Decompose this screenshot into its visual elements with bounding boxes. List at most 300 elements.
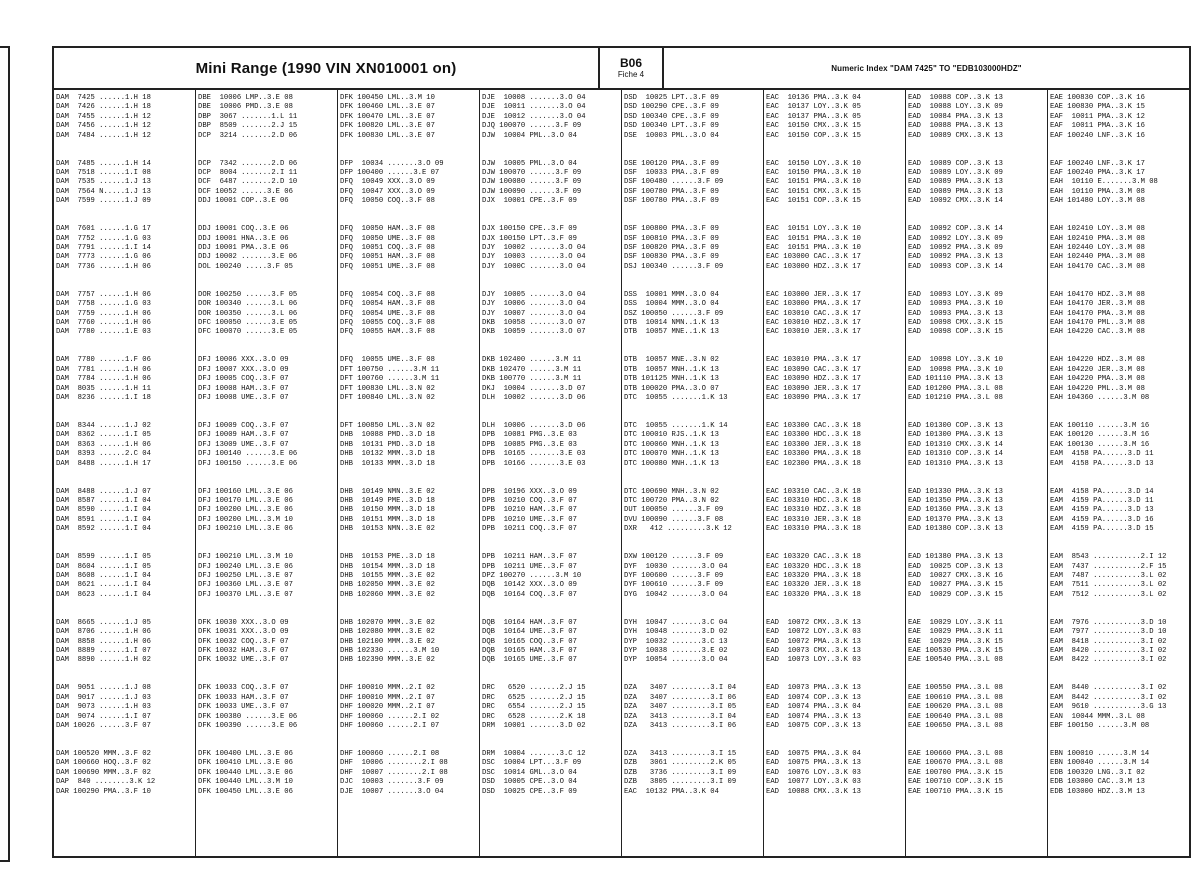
index-entry: EAH 104220 PML..3.M 08 (1050, 384, 1145, 393)
index-group (764, 422, 905, 473)
index-group (764, 356, 905, 407)
index-entry: DFJ 10007 XXX..3.O 09 (198, 365, 289, 374)
index-entry: DJQ 100070 ......3.F 09 (482, 122, 582, 131)
index-entry: EAM 7487 ...........3.L 02 (1050, 571, 1167, 580)
index-group (196, 225, 337, 276)
index-entry: DBE 10006 PMD..3.E 08 (198, 103, 293, 112)
index-group (622, 160, 763, 211)
index-entry: EAD 101350 PMA..3.K 13 (908, 496, 1003, 505)
index-entry: EAM 8422 ...........3.I 02 (1050, 656, 1167, 665)
index-entry: DFQ 10051 UME..3.F 08 (340, 262, 435, 271)
index-entry: EAD 10092 CMX..3.K 14 (908, 197, 1003, 206)
index-entry: EBN 100010 ......3.M 14 (1050, 750, 1150, 758)
index-entry: EAC 103310 CAC..3.K 18 (766, 487, 861, 496)
index-group (906, 684, 1047, 735)
index-entry: DJX 100150 LPT..3.F 09 (482, 234, 577, 243)
index-entry: DFK 100820 LML..3.E 07 (340, 122, 435, 131)
index-group (906, 291, 1047, 342)
index-entry: DUT 100050 ......3.F 09 (624, 506, 724, 515)
index-entry: DHB 102100 MMM..3.E 02 (340, 637, 435, 646)
index-group (1048, 684, 1190, 735)
index-entry: EAD 10072 PMA..3.K 13 (766, 637, 861, 646)
index-entry: DFJ 10009 HAM..3.F 07 (198, 431, 289, 440)
index-entry: DBE 10006 LMP..3.E 08 (198, 94, 293, 102)
index-entry: DFK 10033 HAM..3.F 07 (198, 693, 289, 702)
index-entry: EAE 10029 LOY..3.K 11 (908, 618, 1003, 627)
index-entry: DPB 10211 HAM..3.F 07 (482, 553, 577, 562)
index-entry: DHB 10088 PMD..3.D 18 (340, 431, 435, 440)
index-entry: EAC 103320 PMA..3.K 18 (766, 590, 861, 599)
index-entry: EAD 101330 PMA..3.K 13 (908, 487, 1003, 496)
index-entry: EAD 101380 COP..3.K 13 (908, 525, 1003, 534)
index-entry: DAM 7791 ......1.I 14 (56, 243, 151, 252)
index-entry: DTB 10057 MNE..3.N 02 (624, 356, 719, 365)
index-entry: EAE 100640 PMA..3.L 08 (908, 712, 1003, 721)
index-entry: DFJ 100370 LML..3.E 07 (198, 590, 293, 599)
index-entry: DSF 100810 PMA..3.F 09 (624, 234, 719, 243)
index-entry: DPB 10210 HAM..3.F 07 (482, 506, 577, 515)
index-group (906, 553, 1047, 604)
index-entry: EAC 103090 HDZ..3.K 17 (766, 375, 861, 384)
index-entry: DLH 10006 .......3.D 06 (482, 422, 586, 430)
index-group (622, 619, 763, 670)
index-column (54, 90, 196, 856)
index-group (906, 94, 1047, 145)
fiche-number: Fiche 4 (617, 69, 645, 79)
index-entry: EAC 103320 CAC..3.K 18 (766, 553, 861, 562)
index-entry: DCP 8004 .......2.I 11 (198, 168, 298, 177)
index-entry: EAD 10093 PMA..3.K 13 (908, 309, 1003, 318)
index-entry: EAH 104220 PMA..3.M 08 (1050, 375, 1145, 384)
index-entry: DFQ 10055 HAM..3.F 08 (340, 328, 435, 337)
index-entry: EAC 10137 PMA..3.K 05 (766, 112, 861, 121)
index-group (622, 291, 763, 342)
index-entry: DAM 7601 ......1.G 17 (56, 225, 151, 234)
index-entry: DAM 9074 ......1.I 07 (56, 712, 151, 721)
index-entry: DFQ 10051 COQ..3.F 08 (340, 243, 435, 252)
index-entry: DSF 100820 PMA..3.F 09 (624, 243, 719, 252)
index-entry: DJX 10001 CPE..3.F 09 (482, 197, 577, 206)
index-entry: DAM 7780 ......1.F 06 (56, 356, 151, 365)
index-entry: EAM 4159 PA......3.D 16 (1050, 515, 1154, 524)
index-entry: DZB 3061 .........2.K 05 (624, 759, 737, 768)
index-group (906, 356, 1047, 407)
index-entry: DLH 10002 .......3.D 06 (482, 393, 586, 402)
index-group (480, 225, 621, 276)
index-group (54, 750, 195, 801)
index-entry: EAM 7976 ...........3.D 10 (1050, 618, 1167, 627)
index-entry: DPB 10211 UME..3.F 07 (482, 562, 577, 571)
index-entry: DPB 10210 UME..3.F 07 (482, 515, 577, 524)
index-entry: DTB 100020 PMA..3.O 07 (624, 384, 719, 393)
index-entry: DXW 100120 ......3.F 09 (624, 553, 724, 562)
index-group (338, 422, 479, 473)
index-entry: DFK 10032 UME..3.F 07 (198, 656, 289, 665)
index-entry: DJE 10011 .......3.O 04 (482, 103, 586, 112)
index-entry: EAC 103310 PMA..3.K 18 (766, 525, 861, 534)
index-entry: DFK 100400 LML..3.E 06 (198, 750, 293, 758)
index-entry: EAE 100620 PMA..3.L 08 (908, 703, 1003, 712)
index-entry: DRM 10004 .......3.C 12 (482, 750, 586, 758)
index-entry: DHB 10153 NMN..3.E 02 (340, 525, 435, 534)
index-entry: EAD 101360 PMA..3.K 13 (908, 506, 1003, 515)
index-entry: EAK 100130 ......3.M 16 (1050, 440, 1150, 449)
index-entry: EAD 10089 PMA..3.K 13 (908, 178, 1003, 187)
page-edge-bracket (0, 46, 10, 862)
index-entry: EAE 100550 PMA..3.L 08 (908, 684, 1003, 693)
index-entry: DJW 100070 ......3.F 09 (482, 168, 582, 177)
index-group (338, 291, 479, 342)
index-entry: EAC 10137 LOY..3.K 05 (766, 103, 861, 112)
index-column (480, 90, 622, 856)
index-entry: DHF 100010 MMM..2.I 07 (340, 693, 435, 702)
index-group (480, 619, 621, 670)
index-entry: DFK 100380 ......3.E 06 (198, 712, 298, 721)
index-entry: DCP 3214 .......2.D 06 (198, 131, 298, 140)
index-entry: EAH 104170 PMA..3.M 08 (1050, 309, 1145, 318)
index-entry: DPZ 100270 ......3.M 10 (482, 571, 582, 580)
index-entry: DAM 7760 ......1.H 06 (56, 318, 151, 327)
index-entry: DVU 100090 ......3.F 08 (624, 515, 724, 524)
index-entry: EAD 10072 CMX..3.K 13 (766, 618, 861, 627)
index-entry: EAC 10132 PMA..3.K 04 (624, 787, 719, 796)
index-group (906, 160, 1047, 211)
index-entry: DAM 8623 ......1.I 04 (56, 590, 151, 599)
index-entry: EAK 100110 ......3.M 16 (1050, 422, 1150, 430)
index-entry: DHB 10155 MMM..3.E 02 (340, 571, 435, 580)
index-entry: EAD 10093 COP..3.K 14 (908, 262, 1003, 271)
index-entry: DFK 100450 LML..3.E 06 (198, 787, 293, 796)
index-entry: EAD 10098 LOY..3.K 10 (908, 356, 1003, 365)
index-entry: DTC 100690 MNH..3.N 02 (624, 487, 719, 496)
index-group (622, 488, 763, 539)
index-entry: DAM 9017 ......1.J 03 (56, 693, 151, 702)
index-entry: EAC 10150 LOY..3.K 10 (766, 159, 861, 168)
index-entry: EAN 10044 MMM..3.L 08 (1050, 712, 1145, 721)
index-entry: EAC 103310 HDZ..3.K 18 (766, 506, 861, 515)
index-entry: DAP 840 ........3.K 12 (56, 778, 156, 787)
index-entry: EAD 10088 CMX..3.K 13 (766, 787, 861, 796)
index-group (196, 619, 337, 670)
index-entry: DJW 100080 ......3.F 09 (482, 178, 582, 187)
index-entry: DFJ 100210 LML..3.E 06 (198, 525, 293, 534)
index-entry: DRC 6525 .......2.J 15 (482, 693, 586, 702)
index-entry: DFK 100470 LML..3.E 07 (340, 112, 435, 121)
index-group (764, 488, 905, 539)
index-entry: EAD 10092 LOY..3.K 09 (908, 234, 1003, 243)
index-entry: EAH 104360 ......3.M 08 (1050, 393, 1150, 402)
index-entry: DJW 10004 PML..3.O 04 (482, 131, 577, 140)
index-entry: DJY 10006 .......3.O 04 (482, 300, 586, 309)
index-entry: DHF 100060 ......2.I 08 (340, 750, 440, 758)
index-entry: EAC 103300 HDC..3.K 18 (766, 431, 861, 440)
index-group (480, 356, 621, 407)
index-group (1048, 619, 1190, 670)
index-entry: DSC 10014 GML..3.O 04 (482, 768, 577, 777)
index-group (196, 422, 337, 473)
index-entry: DFC 100070 ......3.E 05 (198, 328, 298, 337)
index-entry: DJW 10005 PML..3.O 04 (482, 159, 577, 168)
index-entry: EAM 8418 ...........3.I 02 (1050, 637, 1167, 646)
index-entry: EAD 10098 PMA..3.K 10 (908, 365, 1003, 374)
index-entry: DJY 10005 .......3.O 04 (482, 290, 586, 299)
index-entry: DAM 7564 N.....1.J 13 (56, 187, 151, 196)
index-entry: DHB 102070 MMM..3.E 02 (340, 618, 435, 627)
index-entry: EAM 8420 ...........3.I 02 (1050, 646, 1167, 655)
index-entry: DSF 100480 ......3.F 09 (624, 178, 724, 187)
index-entry: DTC 100080 MNH..1.K 13 (624, 459, 719, 468)
index-entry: DAM 8592 ......1.I 04 (56, 525, 151, 534)
index-group (338, 94, 479, 145)
index-entry: DKB 102400 ......3.M 11 (482, 356, 582, 365)
index-entry: DJY 1000C .......3.O 04 (482, 262, 586, 271)
index-entry: EAC 10151 PMA..3.K 10 (766, 178, 861, 187)
index-entry: DYG 10042 .......3.O 04 (624, 590, 728, 599)
index-entry: EAM 4159 PA......3.D 15 (1050, 525, 1154, 534)
index-entry: DDJ 10001 HNA..3.E 06 (198, 234, 289, 243)
index-entry: DQB 10164 UME..3.F 07 (482, 628, 577, 637)
index-group (196, 356, 337, 407)
index-entry: DAM 8488 ......1.J 07 (56, 487, 151, 496)
index-entry: DPB 10210 COQ..3.F 07 (482, 496, 577, 505)
index-entry: DFQ 10050 UME..3.F 08 (340, 234, 435, 243)
index-entry: EDB 103000 HDZ..3.M 13 (1050, 787, 1145, 796)
index-entry: EAH 10110 E.......3.M 08 (1050, 178, 1158, 187)
index-entry: EAM 7977 ...........3.D 10 (1050, 628, 1167, 637)
index-entry: DAM 7759 ......1.H 06 (56, 309, 151, 318)
index-entry: DTB 10014 NMN..1.K 13 (624, 318, 719, 327)
index-group (480, 422, 621, 473)
index-entry: DPB 10081 PMG..3.E 03 (482, 431, 577, 440)
index-entry: DTB 10057 MNH..1.K 13 (624, 365, 719, 374)
index-entry: DYF 10030 .......3.O 04 (624, 562, 728, 571)
index-entry: EAC 103320 PMA..3.K 18 (766, 571, 861, 580)
index-entry: DFK 100410 LML..3.E 06 (198, 759, 293, 768)
index-entry: EAH 102440 LOY..3.M 08 (1050, 243, 1145, 252)
index-entry: EAD 10073 CMX..3.K 13 (766, 646, 861, 655)
index-group (480, 291, 621, 342)
index-entry: EAC 103010 JER..3.K 17 (766, 328, 861, 337)
index-entry: DSS 10001 MMM..3.O 04 (624, 290, 719, 299)
index-entry: DAM 7518 ......1.I 08 (56, 168, 151, 177)
index-entry: EAE 100660 PMA..3.L 08 (908, 750, 1003, 758)
index-entry: EAD 10075 PMA..3.K 04 (766, 750, 861, 758)
index-entry: EAC 103090 CAC..3.K 17 (766, 365, 861, 374)
index-entry: EAE 100700 PMA..3.K 15 (908, 768, 1003, 777)
index-entry: DQB 10164 COQ..3.F 07 (482, 590, 577, 599)
index-group (54, 160, 195, 211)
index-entry: EAD 10075 COP..3.K 13 (766, 721, 861, 730)
index-entry: DFQ 10054 COQ..3.F 08 (340, 290, 435, 299)
index-entry: DFQ 10054 UME..3.F 08 (340, 309, 435, 318)
index-entry: DBP 8509 .......2.J 15 (198, 122, 298, 131)
index-entry: DFT 100830 LML..3.N 02 (340, 384, 435, 393)
index-entry: DFK 10031 XXX..3.O 09 (198, 628, 289, 637)
index-group (906, 750, 1047, 801)
index-entry: DTC 10055 .......1.K 13 (624, 393, 728, 402)
index-entry: DFJ 13009 UME..3.F 07 (198, 440, 289, 449)
index-entry: DJW 100090 ......3.F 09 (482, 187, 582, 196)
index-entry: DAM 7773 ......1.G 06 (56, 253, 151, 262)
index-entry: DOL 100240 .....3.F 05 (198, 262, 293, 271)
index-entry: DDJ 10001 COQ..3.E 06 (198, 225, 289, 234)
index-entry: DYF 100600 ......3.F 09 (624, 571, 724, 580)
index-entry: EAD 10077 LOY..3.K 03 (766, 778, 861, 787)
index-group (338, 488, 479, 539)
index-entry: EAM 8440 ...........3.I 02 (1050, 684, 1167, 693)
index-entry: DXR 412 .........3.K 12 (624, 525, 732, 534)
index-entry: DOR 100250 ......3.F 05 (198, 290, 298, 299)
index-entry: DAM 7758 ......1.G 03 (56, 300, 151, 309)
index-entry: EAC 103000 HDZ..3.K 17 (766, 262, 861, 271)
index-entry: DYP 10038 .......3.E 02 (624, 646, 728, 655)
index-entry: DCF 6487 .......2.D 10 (198, 178, 298, 187)
index-entry: DFT 100760 ......3.M 11 (340, 375, 440, 384)
index-entry: EAC 103000 JER..3.K 17 (766, 290, 861, 299)
index-entry: DFJ 10006 XXX..3.O 09 (198, 356, 289, 365)
index-entry: EAF 100240 LNF..3.K 17 (1050, 159, 1145, 168)
index-entry: EAK 100120 ......3.M 16 (1050, 431, 1150, 440)
index-group (196, 291, 337, 342)
index-group (1048, 750, 1190, 801)
index-entry: EAC 10151 LOY..3.K 10 (766, 225, 861, 234)
index-entry: EAM 7437 ...........2.F 15 (1050, 562, 1167, 571)
index-entry: DFK 100460 LML..3.E 07 (340, 103, 435, 112)
index-group (54, 553, 195, 604)
index-entry: EAD 10089 LOY..3.K 09 (908, 168, 1003, 177)
index-entry: DHB 10132 MMM..3.D 18 (340, 450, 435, 459)
index-entry: EAD 101310 PMA..3.K 13 (908, 459, 1003, 468)
index-entry: DAM 10026 ......3.F 07 (56, 721, 151, 730)
index-entry: DFJ 100150 ......3.E 06 (198, 459, 298, 468)
index-entry: EAF 10011 PMA..3.K 16 (1050, 122, 1145, 131)
index-entry: DFQ 10055 UME..3.F 08 (340, 356, 435, 365)
index-entry: DAM 7485 ......1.H 14 (56, 159, 151, 168)
index-entry: DFQ 10054 HAM..3.F 08 (340, 300, 435, 309)
index-entry: DFK 10033 UME..3.F 07 (198, 703, 289, 712)
index-group (338, 225, 479, 276)
index-entry: DDJ 10002 .......3.E 06 (198, 253, 298, 262)
index-entry: DQB 10164 HAM..3.F 07 (482, 618, 577, 627)
index-entry: DZA 3407 .........3.I 04 (624, 684, 737, 693)
index-entry: DAM 8604 ......1.I 05 (56, 562, 151, 571)
index-group (480, 94, 621, 145)
index-entry: EAD 10093 LOY..3.K 09 (908, 290, 1003, 299)
index-entry: EAD 101300 COP..3.K 13 (908, 422, 1003, 430)
index-entry: EAD 10027 CMX..3.K 16 (908, 571, 1003, 580)
index-entry: DOR 100340 ......3.L 06 (198, 300, 298, 309)
index-group (1048, 225, 1190, 276)
index-entry: EAC 103090 JER..3.K 17 (766, 384, 861, 393)
index-group (54, 619, 195, 670)
index-entry: DFJ 100160 LML..3.E 06 (198, 487, 293, 496)
index-entry: DQB 10142 XXX..3.O 09 (482, 581, 577, 590)
index-entry: EAC 103010 PMA..3.K 17 (766, 356, 861, 365)
index-entry: DAR 100290 PMA..3.F 10 (56, 787, 151, 796)
index-entry: DHB 10131 PMD..3.D 18 (340, 440, 435, 449)
index-entry: DSD 100340 CPE..3.F 09 (624, 112, 719, 121)
index-entry: DTB 101125 MNH..1.K 13 (624, 375, 719, 384)
index-group (622, 225, 763, 276)
index-entry: DSJ 100340 ......3.F 09 (624, 262, 724, 271)
index-group (54, 94, 195, 145)
index-entry: DHB 102060 MMM..3.E 02 (340, 590, 435, 599)
index-group (338, 553, 479, 604)
index-group (622, 422, 763, 473)
index-entry: EAE 100710 COP..3.K 15 (908, 778, 1003, 787)
index-entry: EDB 100320 LNG..3.I 02 (1050, 768, 1145, 777)
index-entry: EAE 100830 COP..3.K 16 (1050, 94, 1145, 102)
index-entry: DAM 8236 ......1.I 18 (56, 393, 151, 402)
index-group (906, 488, 1047, 539)
index-entry: DAM 7425 ......1.H 18 (56, 94, 151, 102)
index-entry: DKB 102470 ......3.M 11 (482, 365, 582, 374)
index-entry: DYH 10047 .......3.C 04 (624, 618, 728, 627)
index-entry: EAD 10089 PMA..3.K 13 (908, 187, 1003, 196)
index-column (622, 90, 764, 856)
index-entry: DFK 100450 LML..3.M 10 (340, 94, 435, 102)
index-entry: DFK 100390 ......3.E 06 (198, 721, 298, 730)
index-entry: EAD 101370 PMA..3.K 13 (908, 515, 1003, 524)
index-entry: DAM 8590 ......1.I 04 (56, 506, 151, 515)
index-entry: EAE 100670 PMA..3.L 08 (908, 759, 1003, 768)
index-entry: EAD 10075 PMA..3.K 13 (766, 759, 861, 768)
index-entry: EAH 104170 JER..3.M 08 (1050, 300, 1145, 309)
index-entry: DAM 7736 ......1.H 06 (56, 262, 151, 271)
index-entry: DFJ 100200 LML..3.M 10 (198, 515, 293, 524)
index-entry: EAD 10089 CMX..3.K 13 (908, 131, 1003, 140)
index-entry: DHB 10154 MMM..3.D 18 (340, 562, 435, 571)
index-entry: DAM 100520 MMM..3.F 02 (56, 750, 151, 758)
index-group (622, 94, 763, 145)
index-entry: EAD 10092 COP..3.K 14 (908, 225, 1003, 234)
index-entry: DFJ 100360 LML..3.E 07 (198, 581, 293, 590)
index-entry: DAM 7780 ......1.E 03 (56, 328, 151, 337)
index-entry: EAM 9610 ...........3.G 13 (1050, 703, 1167, 712)
index-entry: DSD 100340 LPT..3.F 09 (624, 122, 719, 131)
index-entry: DHB 10149 PME..3.D 18 (340, 496, 435, 505)
index-entry: DFK 10033 COQ..3.F 07 (198, 684, 289, 693)
index-entry: EAH 102440 PMA..3.M 08 (1050, 253, 1145, 262)
index-entry: EAD 10098 CMX..3.K 15 (908, 318, 1003, 327)
index-entry: DSD 100290 CPE..3.F 09 (624, 103, 719, 112)
index-entry: DTC 100010 RJS..1.K 13 (624, 431, 719, 440)
index-entry: EAD 101310 CMX..3.K 14 (908, 440, 1003, 449)
index-entry: EAD 10084 PMA..3.K 13 (908, 112, 1003, 121)
index-entry: EAD 101210 PMA..3.L 08 (908, 393, 1003, 402)
index-entry: DSD 10005 CPE..3.O 04 (482, 778, 577, 787)
index-entry: DAM 100660 HOQ..3.F 02 (56, 759, 151, 768)
index-entry: DAM 8344 ......1.J 02 (56, 422, 151, 430)
index-entry: DFT 100750 ......3.M 11 (340, 365, 440, 374)
index-entry: EAM 4158 PA......3.D 11 (1050, 450, 1154, 459)
index-group (338, 684, 479, 735)
index-entry: DSD 10025 CPE..3.F 09 (482, 787, 577, 796)
index-entry: EAD 10088 PMA..3.K 13 (908, 122, 1003, 131)
index-entry: EAC 103310 HDC..3.K 18 (766, 496, 861, 505)
index-group (764, 619, 905, 670)
index-entry: DZB 3736 .........3.I 09 (624, 768, 737, 777)
index-entry: EAM 4159 PA......3.D 13 (1050, 506, 1154, 515)
index-entry: DAM 7784 ......1.H 06 (56, 375, 151, 384)
fiche-sheet (52, 46, 1191, 858)
index-entry: DJY 10007 .......3.O 04 (482, 309, 586, 318)
index-entry: DTC 100070 MNH..1.K 13 (624, 450, 719, 459)
index-entry: DAM 7456 ......1.H 12 (56, 122, 151, 131)
index-entry: EAC 10151 CMX..3.K 15 (766, 187, 861, 196)
index-entry: DKB 10058 .......3.O 07 (482, 318, 586, 327)
index-entry: DHB 10151 MMM..3.D 18 (340, 515, 435, 524)
